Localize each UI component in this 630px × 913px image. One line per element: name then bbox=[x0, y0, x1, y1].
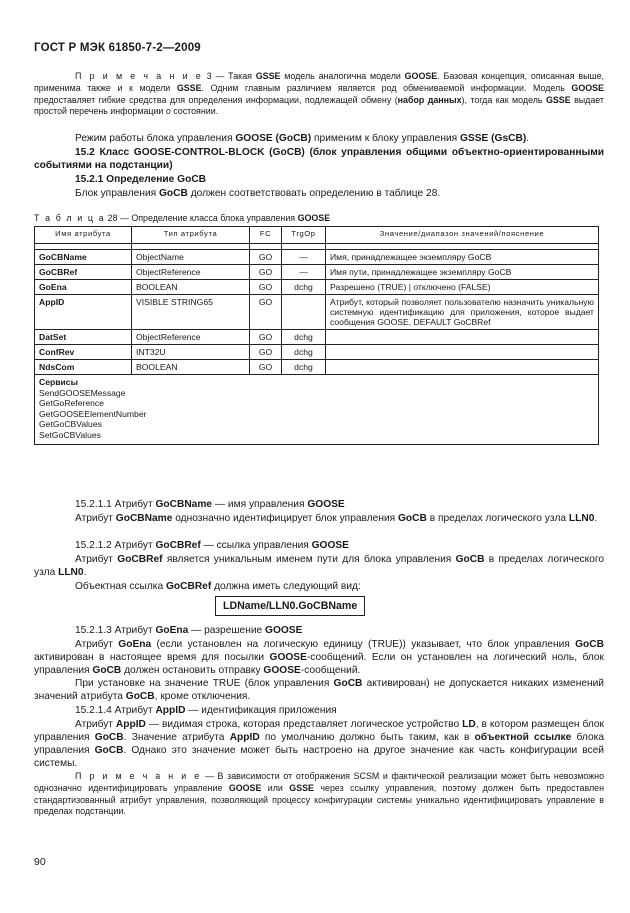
table-cell: Имя, принадлежащее экземпляру GoCB bbox=[326, 250, 599, 265]
object-reference-formula: LDName/LLN0.GoCBName bbox=[215, 596, 365, 616]
table-cell: GoEna bbox=[35, 280, 132, 295]
service-item: SetGoCBValues bbox=[39, 429, 101, 440]
table-cell: VISIBLE STRING65 bbox=[132, 295, 250, 330]
table-cell: GO bbox=[250, 330, 282, 345]
table-cell bbox=[326, 345, 599, 360]
table-cell: dchg bbox=[282, 360, 326, 375]
object-reference-text: Объектная ссылка GoCBRef должна иметь следующий вид: bbox=[75, 581, 361, 592]
table-cell bbox=[282, 295, 326, 330]
definition-paragraph: Блок управления GoCB должен соответствовать определению в таблице 28. bbox=[75, 188, 441, 199]
clause-15-2-1-1-text: Атрибут GoCBName однозначно идентифицирует блок управления GoCB в пределах логического узла LLN0. bbox=[75, 513, 598, 524]
table-cell: ObjectReference bbox=[132, 265, 250, 280]
clause-15-2-1-3-text: Атрибут GoEna (если установлен на логическую единицу (TRUE)) указывает, что блок управления GoCB активирован в настоящее время для посылки GOOSE-сообщений. Если он установлен на логический ноль, блок управления GoCB должен остановить отправку GOOSE-сообщений. bbox=[34, 639, 604, 676]
clause-15-2-1-4-heading: 15.2.1.4 Атрибут AppID — идентификация приложения bbox=[75, 705, 337, 716]
clause-15-2-1-1-heading: 15.2.1.1 Атрибут GoCBName — имя управления GOOSE bbox=[75, 499, 345, 510]
table-cell: dchg bbox=[282, 280, 326, 295]
clause-15-2-1-2-heading: 15.2.1.2 Атрибут GoCBRef — ссылка управления GOOSE bbox=[75, 540, 349, 551]
subsection-heading: 15.2.1 Определение GoCB bbox=[75, 174, 207, 185]
header-fc: FC bbox=[250, 227, 282, 244]
gocb-definition-table bbox=[34, 226, 599, 445]
table-cell: GO bbox=[250, 280, 282, 295]
table-cell: GO bbox=[250, 250, 282, 265]
table-cell: GO bbox=[250, 360, 282, 375]
table-row bbox=[35, 280, 599, 295]
header-attr-type: Тип атрибута bbox=[132, 227, 250, 244]
page-number: 90 bbox=[34, 856, 46, 868]
table-cell bbox=[326, 360, 599, 375]
service-item: SendGOOSEMessage bbox=[39, 387, 126, 398]
table-cell: GoCBName bbox=[35, 250, 132, 265]
service-item: GetGoCBValues bbox=[39, 419, 102, 429]
document-header: ГОСТ Р МЭК 61850-7-2—2009 bbox=[34, 42, 201, 54]
table-header-row bbox=[35, 227, 599, 244]
note-1: П р и м е ч а н и е 3 — Такая GSSE модель аналогична модели GOOSE. Базовая концепция, описанная выше, применима также и к модели GSSE. Одним главным различием является род обмениваемой информации. Модель GOOSE предоставляет гибкие средства для определения информации, подлежащей обмену (набор данных), тогда как модель GSSE выдает простой перечень информации о состоянии. bbox=[34, 71, 604, 117]
table-cell: BOOLEAN bbox=[132, 280, 250, 295]
note-2: П р и м е ч а н и е — В зависимости от отображения SCSM и фактической реализации может быть невозможно однозначно идентифицировать управление GOOSE или GSSE через ссылку управления, поэтому должен быть предоставлен стандартизованный атрибут управления, позволяющий процессу конфигурации системы уникально идентифицировать управление в пределах подстанции. bbox=[34, 771, 605, 817]
table-row bbox=[35, 250, 599, 265]
table-cell: Имя пути, принадлежащее экземпляру GoCB bbox=[326, 265, 599, 280]
service-item: GetGoReference bbox=[39, 398, 104, 408]
table-row bbox=[35, 345, 599, 360]
table-cell: ObjectName bbox=[132, 250, 250, 265]
table-cell: — bbox=[282, 250, 326, 265]
table-cell: DatSet bbox=[35, 330, 132, 345]
table-cell bbox=[326, 330, 599, 345]
services-title: Сервисы bbox=[39, 377, 78, 387]
header-trgop: TrgOp bbox=[282, 227, 326, 244]
table-cell: GO bbox=[250, 345, 282, 360]
clause-15-2-1-3-text-2: При установке на значение TRUE (блок управления GoCB активирован) не допускается никаких изменений значений атрибута GoCB, кроме отключения. bbox=[34, 678, 604, 702]
table-cell: GO bbox=[250, 295, 282, 330]
table-cell: BOOLEAN bbox=[132, 360, 250, 375]
table-cell: — bbox=[282, 265, 326, 280]
mode-paragraph: Режим работы блока управления GOOSE (GoCB) применим к блоку управления GSSE (GsCB). bbox=[75, 133, 530, 144]
header-value: Значение/диапазон значений/пояснение bbox=[326, 227, 599, 244]
table-cell: GoCBRef bbox=[35, 265, 132, 280]
table-caption: Т а б л и ц а 28 — Определение класса блока управления GOOSE bbox=[34, 213, 331, 223]
service-item: GetGOOSEElementNumber bbox=[39, 408, 147, 419]
table-cell: ObjectReference bbox=[132, 330, 250, 345]
services-row bbox=[35, 375, 599, 445]
clause-15-2-1-3-heading: 15.2.1.3 Атрибут GoEna — разрешение GOOSE bbox=[75, 625, 303, 636]
table-row bbox=[35, 265, 599, 280]
table-cell: INT32U bbox=[132, 345, 250, 360]
table-cell: dchg bbox=[282, 345, 326, 360]
table-cell: Атрибут, который позволяет пользователю назначить уникальную системную идентификацию для приложения, которое выдает сообщения GOOSE, DEFAULT GoCBRef bbox=[326, 295, 599, 330]
table-cell: ConfRev bbox=[35, 345, 132, 360]
table-row bbox=[35, 360, 599, 375]
table-cell: GO bbox=[250, 265, 282, 280]
table-cell: Разрешено (TRUE) | отключено (FALSE) bbox=[326, 280, 599, 295]
clause-15-2-1-2-text: Атрибут GoCBRef является уникальным именем пути для блока управления GoCB в пределах логического узла LLN0. bbox=[34, 554, 604, 578]
table-cell: dchg bbox=[282, 330, 326, 345]
section-heading: 15.2 Класс GOOSE-CONTROL-BLOCK (GoCB) (блок управления общими объектно-ориентированными событиями на подстанции) bbox=[34, 147, 604, 171]
header-attr-name: Имя атрибута bbox=[35, 227, 132, 244]
table-cell: NdsCom bbox=[35, 360, 132, 375]
clause-15-2-1-4-text: Атрибут AppID — видимая строка, которая представляет логическое устройство LD, в котором размещен блок управления GoCB. Значение атрибута AppID по умолчанию должно быть таким, как в объектной ссылке блока управления GoCB. Однако это значение может быть настроено на другое значение как часть конфигурации всей системы. bbox=[34, 719, 604, 769]
table-cell: AppID bbox=[35, 295, 132, 330]
table-row bbox=[35, 295, 599, 330]
table-row bbox=[35, 330, 599, 345]
